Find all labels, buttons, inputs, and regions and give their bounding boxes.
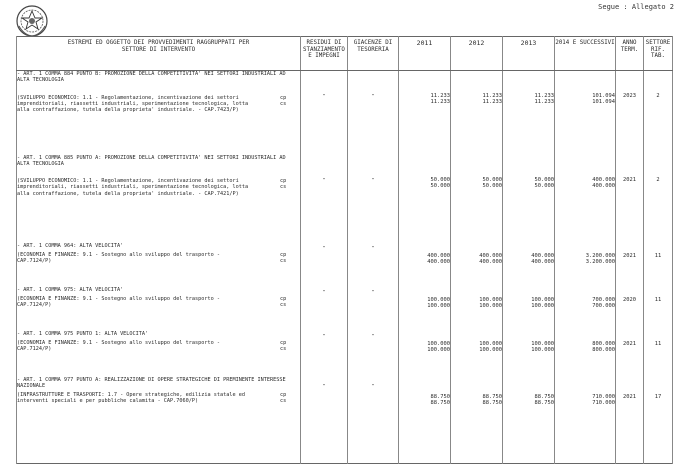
value-2011-cp: 400.000 — [427, 252, 450, 259]
row-body: (INFRASTRUTTURE E TRASPORTI: 1.7 - Opere strategiche, edilizia statale ed interventi speciali e per pubbliche calamita - CAP.7060/P) — [17, 392, 245, 405]
value-2013-cp: 100.000 — [531, 296, 554, 303]
value-2014-cs: 101.094 — [592, 99, 615, 106]
settore-value: 17 — [654, 393, 662, 400]
col-header-2012: 2012 — [451, 37, 503, 71]
value-2012-cs: 100.000 — [479, 346, 502, 353]
table-row — [17, 377, 673, 464]
value-2014-cp: 700.000 — [592, 296, 615, 303]
value-2012-cp: 88.750 — [482, 393, 502, 400]
value-2011-cs: 11.233 — [430, 99, 450, 106]
residui-value: - — [321, 91, 327, 99]
giacenze-value: - — [370, 174, 376, 183]
value-2014-cs: 3.200.000 — [585, 258, 615, 265]
row-title: - ART. 1 COMMA 964: ALTA VELOCITA' — [17, 242, 124, 249]
col-header-estremi: ESTREMI ED OGGETTO DEI PROVVEDIMENTI RAGGRUPPATI PER SETTORE DI INTERVENTO — [17, 37, 301, 71]
col-header-anno: ANNO TERM. — [616, 37, 644, 71]
row-title: - ART. 1 COMMA 975 PUNTO 1: ALTA VELOCITA' — [17, 330, 149, 337]
row-title: - ART. 1 COMMA 975: ALTA VELOCITA' — [17, 286, 124, 293]
row-description — [17, 155, 301, 243]
table-row — [17, 287, 673, 331]
settore-value: 2 — [656, 93, 660, 99]
row-body: (SVILUPPO ECONOMICO: 1.1 - Regolamentazione, incentivazione dei settori imprenditoriali, riassetti industriali, sperimentazione tecnologica, lotta alla contraffazione, tutela della proprieta' industriale. - CAP.7423/P) — [17, 94, 249, 114]
value-2012-cp: 400.000 — [479, 252, 502, 259]
giacenze-value: - — [370, 380, 376, 389]
value-2012-cs: 11.233 — [482, 99, 502, 106]
cs-label: cs — [280, 184, 287, 191]
anno-value: 2020 — [623, 296, 636, 303]
cp-label: cp — [280, 339, 287, 346]
row-title: - ART. 1 COMMA 884 PUNTO B: PROMOZIONE DELLA COMPETITIVITA' NEI SETTORI INDUSTRIALI AD ALTA TECNOLOGIA — [17, 71, 286, 84]
value-2012-cs: 100.000 — [479, 302, 502, 309]
row-description — [17, 243, 301, 287]
value-2014-cs: 800.000 — [592, 346, 615, 353]
cs-label: cs — [280, 100, 287, 107]
value-2013-cp: 100.000 — [531, 340, 554, 347]
anno-value: 2021 — [623, 393, 636, 400]
header-row — [17, 37, 673, 71]
republic-emblem-icon — [14, 4, 50, 38]
value-2014-cp: 400.000 — [592, 176, 615, 183]
residui-value: - — [321, 242, 327, 251]
row-body: (SVILUPPO ECONOMICO: 1.1 - Regolamentazione, incentivazione dei settori imprenditoriali, riassetti industriali, sperimentazione tecnologica, lotta alla contraffazione, tutela della proprieta' industriale. - CAP.7421/P) — [17, 178, 249, 197]
value-2013-cs: 88.750 — [534, 399, 554, 406]
value-2013-cp: 400.000 — [531, 252, 554, 259]
row-body: (ECONOMIA E FINANZE: 9.1 - Sostegno allo sviluppo del trasporto - CAP.7124/P) — [17, 339, 221, 353]
anno-value: 2021 — [623, 176, 636, 183]
value-2011-cp: 50.000 — [430, 176, 450, 183]
giacenze-value: - — [370, 242, 376, 251]
giacenze-value: - — [370, 91, 376, 99]
row-title: - ART. 1 COMMA 885 PUNTO A: PROMOZIONE DELLA COMPETITIVITA' NEI SETTORI INDUSTRIALI AD ALTA TECNOLOGIA — [17, 154, 286, 167]
value-2011-cs: 50.000 — [430, 182, 450, 189]
value-2014-cs: 710.000 — [592, 399, 615, 406]
col-header-2011: 2011 — [399, 37, 451, 71]
value-2013-cp: 11.233 — [534, 93, 554, 99]
value-2012-cp: 100.000 — [479, 340, 502, 347]
value-2011-cs: 400.000 — [427, 258, 450, 265]
value-2012-cs: 400.000 — [479, 258, 502, 265]
value-2014-cs: 700.000 — [592, 302, 615, 309]
header-note: Segue : Allegato 2 — [598, 3, 674, 11]
value-2011-cs: 100.000 — [427, 302, 450, 309]
giacenze-value: - — [370, 330, 376, 339]
value-2013-cp: 50.000 — [534, 176, 554, 183]
settore-value: 11 — [654, 340, 662, 347]
cp-label: cp — [280, 295, 287, 302]
value-2013-cs: 50.000 — [534, 182, 554, 189]
residui-value: - — [321, 286, 327, 295]
row-title: - ART. 1 COMMA 977 PUNTO A: REALIZZAZIONE DI OPERE STRATEGICHE DI PREMINENTE INTERESSE NAZIONALE — [17, 376, 286, 389]
value-2013-cs: 11.233 — [534, 99, 554, 106]
value-2011-cs: 88.750 — [430, 399, 450, 406]
col-header-2013: 2013 — [503, 37, 555, 71]
col-header-giacenze: GIACENZE DI TESORERIA — [348, 37, 399, 71]
value-2013-cs: 100.000 — [531, 346, 554, 353]
settore-value: 11 — [654, 252, 662, 259]
value-2014-cp: 3.200.000 — [585, 252, 615, 259]
col-header-settore: SETTORE RIF. TAB. — [644, 37, 673, 71]
settore-value: 2 — [656, 176, 660, 183]
value-2013-cs: 100.000 — [531, 302, 554, 309]
anno-value: 2023 — [623, 93, 636, 99]
value-2014-cp: 710.000 — [592, 393, 615, 400]
table-row — [17, 331, 673, 377]
value-2012-cs: 50.000 — [482, 182, 502, 189]
row-description — [17, 331, 301, 377]
settore-value: 11 — [654, 296, 662, 303]
value-2012-cp: 100.000 — [479, 296, 502, 303]
value-2014-cp: 101.094 — [592, 93, 615, 99]
residui-value: - — [321, 380, 327, 389]
col-header-2014: 2014 E SUCCESSIVI — [555, 37, 616, 71]
value-2012-cp: 11.233 — [482, 93, 502, 99]
value-2011-cp: 100.000 — [427, 296, 450, 303]
row-body: (ECONOMIA E FINANZE: 9.1 - Sostegno allo sviluppo del trasporto - CAP.7124/P) — [17, 251, 221, 265]
cp-label: cp — [280, 392, 287, 399]
cs-label: cs — [280, 302, 287, 309]
value-2013-cs: 400.000 — [531, 258, 554, 265]
value-2012-cp: 50.000 — [482, 176, 502, 183]
cs-label: cs — [280, 258, 287, 265]
cp-label: cp — [280, 251, 287, 258]
cp-label: cp — [280, 94, 287, 101]
value-2011-cp: 11.233 — [430, 93, 450, 99]
row-description — [17, 71, 301, 155]
value-2013-cp: 88.750 — [534, 393, 554, 400]
value-2011-cp: 100.000 — [427, 340, 450, 347]
residui-value: - — [321, 330, 327, 339]
anno-value: 2021 — [623, 340, 636, 347]
value-2011-cs: 100.000 — [427, 346, 450, 353]
value-2012-cs: 88.750 — [482, 399, 502, 406]
giacenze-value: - — [370, 286, 376, 295]
cs-label: cs — [280, 398, 287, 405]
allocation-table — [16, 36, 673, 464]
row-body: (ECONOMIA E FINANZE: 9.1 - Sostegno allo sviluppo del trasporto - CAP.7124/P) — [17, 295, 221, 309]
table-row — [17, 71, 673, 155]
table-row — [17, 155, 673, 243]
value-2011-cp: 88.750 — [430, 393, 450, 400]
table-row — [17, 243, 673, 287]
cp-label: cp — [280, 178, 287, 185]
anno-value: 2021 — [623, 252, 636, 259]
row-description — [17, 377, 301, 464]
residui-value: - — [321, 174, 327, 183]
row-description — [17, 287, 301, 331]
col-header-residui: RESIDUI DI STANZIAMENTO E IMPEGNI — [301, 37, 348, 71]
value-2014-cs: 400.000 — [592, 182, 615, 189]
cs-label: cs — [280, 346, 287, 353]
value-2014-cp: 800.000 — [592, 340, 615, 347]
